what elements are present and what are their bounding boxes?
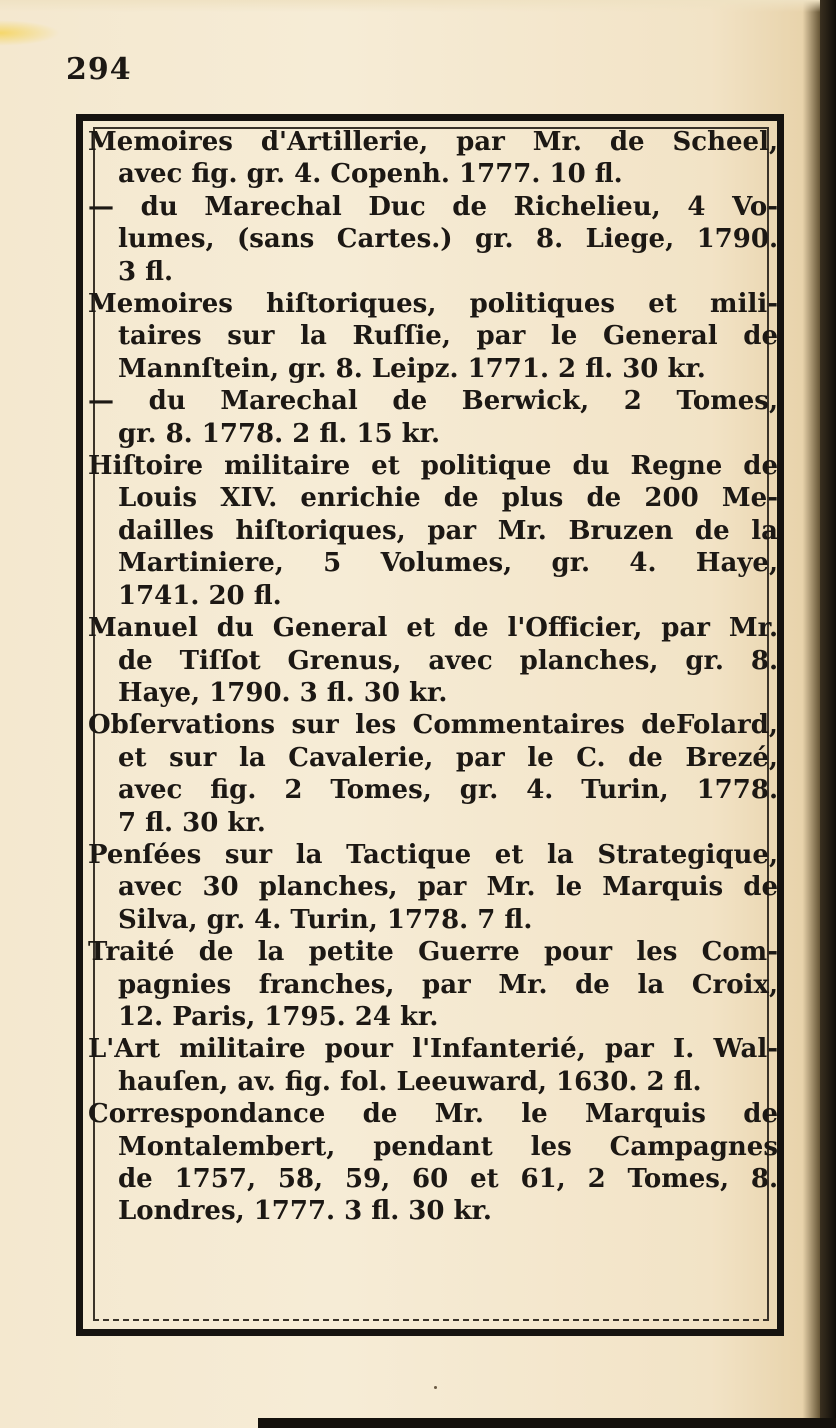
catalogue-entry [88, 126, 778, 191]
catalogue-entries [88, 126, 778, 1228]
catalogue-entry [88, 288, 778, 385]
entry-first-line: Penſées sur la Tactique et la Strategique, [88, 839, 778, 870]
entry-continuation-line: 12. Paris, 1795. 24 kr. [118, 1001, 439, 1032]
entry-continuation-line: de Tiſſot Grenus, avec planches, gr. 8. [118, 645, 778, 676]
entry-continuation-line: 1741. 20 fl. [118, 580, 282, 611]
entry-first-line: Manuel du General et de l'Officier, par Mr. [88, 613, 778, 644]
entry-continuation-line: Silva, gr. 4. Turin, 1778. 7 fl. [118, 904, 533, 935]
entry-continuation-line: Martiniere, 5 Volumes, gr. 4. Haye, [118, 548, 778, 579]
entry-first-line: L'Art militaire pour l'Infanterié, par I. Wal- [88, 1034, 778, 1065]
entry-first-line: Correspondance de Mr. le Marquis de [88, 1099, 778, 1130]
entry-first-line: — du Marechal Duc de Richelieu, 4 Vo- [88, 191, 778, 222]
entry-continuation-line: pagnies franches, par Mr. de la Croix, [118, 969, 778, 1000]
yellow-paper-marker [0, 20, 60, 46]
catalogue-entry [88, 191, 778, 288]
book-spine-shadow [820, 0, 836, 1428]
entry-first-line: Memoires hiſtoriques, politiques et mili- [88, 289, 778, 320]
catalogue-entry [88, 1033, 778, 1098]
entry-continuation-line: Montalembert, pendant les Campagnes [118, 1131, 778, 1162]
entry-continuation-line: et sur la Cavalerie, par le C. de Brezé, [118, 742, 778, 773]
entry-continuation-line: avec fig. 2 Tomes, gr. 4. Turin, 1778. [118, 775, 778, 806]
entry-continuation-line: 3 fl. [118, 256, 174, 287]
entry-continuation-line: Haye, 1790. 3 fl. 30 kr. [118, 677, 448, 708]
entry-first-line: Traité de la petite Guerre pour les Com- [88, 937, 778, 968]
entry-continuation-line: de 1757, 58, 59, 60 et 61, 2 Tomes, 8. [118, 1164, 778, 1194]
entry-continuation-line: Londres, 1777. 3 fl. 30 kr. [118, 1196, 492, 1227]
entry-continuation-line: avec fig. gr. 4. Copenh. 1777. 10 fl. [118, 159, 623, 190]
entry-continuation-line: avec 30 planches, par Mr. le Marquis de [118, 872, 778, 903]
entry-continuation-line: Mannſtein, gr. 8. Leipz. 1771. 2 fl. 30 kr. [118, 353, 706, 384]
entry-continuation-line: 7 fl. 30 kr. [118, 807, 266, 838]
page-number: 294 [66, 52, 132, 87]
catalogue-entry [88, 709, 778, 839]
catalogue-entry [88, 450, 778, 612]
entry-continuation-line: hauſen, av. fig. fol. Leeuward, 1630. 2 fl. [118, 1066, 702, 1097]
catalogue-entry [88, 612, 778, 709]
entry-first-line: Memoires d'Artillerie, par Mr. de Scheel, [88, 127, 778, 157]
page-top-edge [0, 0, 836, 12]
catalogue-entry [88, 1098, 778, 1228]
page-bottom-shadow [258, 1418, 836, 1428]
entry-continuation-line: gr. 8. 1778. 2 fl. 15 kr. [118, 418, 441, 449]
entry-first-line: — du Marechal de Berwick, 2 Tomes, [88, 386, 778, 417]
catalogue-entry [88, 936, 778, 1033]
paper-speck [434, 1386, 437, 1389]
entry-continuation-line: dailles hiſtoriques, par Mr. Bruzen de la [118, 515, 778, 546]
entry-continuation-line: lumes, (sans Cartes.) gr. 8. Liege, 1790. [118, 224, 778, 255]
entry-first-line: Hiſtoire militaire et politique du Regne de [88, 451, 778, 482]
entry-continuation-line: Louis XIV. enrichie de plus de 200 Me- [118, 483, 778, 514]
catalogue-entry [88, 385, 778, 450]
entry-first-line: Obſervations sur les Commentaires deFolard, [88, 710, 778, 741]
catalogue-entry [88, 839, 778, 936]
entry-continuation-line: taires sur la Ruſſie, par le General de [118, 321, 778, 352]
